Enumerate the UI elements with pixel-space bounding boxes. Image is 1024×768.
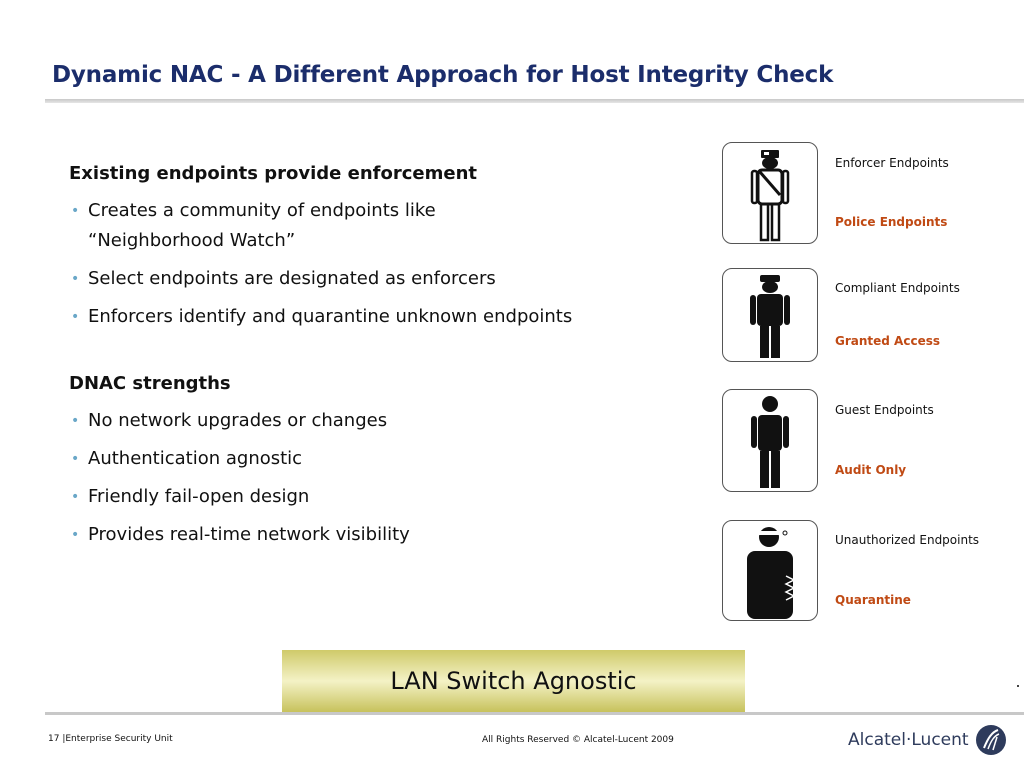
bullet-marker: •	[71, 203, 80, 219]
alcatel-lucent-logo-icon	[975, 724, 1007, 756]
title-divider	[45, 99, 1024, 103]
compliant-endpoint-card	[722, 268, 818, 362]
bullet-marker: •	[71, 489, 80, 505]
section-heading-strengths: DNAC strengths	[69, 373, 231, 394]
bullet-marker: •	[71, 527, 80, 543]
bullet-item	[69, 520, 669, 550]
bullet-text: Creates a community of endpoints like	[88, 200, 436, 221]
section-spacer	[69, 332, 669, 370]
enforcer-endpoint-card	[722, 142, 818, 244]
section-heading-enforcement: Existing endpoints provide enforcement	[69, 163, 478, 184]
lan-switch-agnostic-banner: LAN Switch Agnostic	[282, 650, 745, 712]
bullet-text: Provides real-time network visibility	[88, 524, 410, 545]
bullet-item	[69, 482, 669, 512]
police-officer-icon	[723, 143, 817, 243]
person-icon	[723, 390, 817, 491]
endpoint-status: Quarantine	[835, 593, 911, 607]
bullet-item	[69, 406, 669, 436]
unauthorized-endpoint-card	[722, 520, 818, 621]
bullet-marker: •	[71, 413, 80, 429]
endpoint-status: Police Endpoints	[835, 215, 948, 229]
decorative-dot	[1017, 685, 1019, 687]
endpoint-status: Audit Only	[835, 463, 907, 477]
bullet-text: No network upgrades or changes	[88, 410, 388, 431]
endpoint-label: Enforcer Endpoints	[835, 156, 949, 170]
page-number: 17	[48, 734, 60, 744]
footer-page-info	[48, 734, 173, 744]
bullet-text: Friendly fail-open design	[88, 486, 310, 507]
bullet-marker: •	[71, 309, 80, 325]
slide-title: Dynamic NAC - A Different Approach for Host Integrity Check	[52, 62, 834, 88]
bullet-text: Enforcers identify and quarantine unknown endpoints	[88, 306, 573, 327]
logo-text: Alcatel·Lucent	[848, 730, 969, 750]
footer-copyright: All Rights Reserved © Alcatel-Lucent 2009	[482, 735, 674, 745]
endpoint-label: Guest Endpoints	[835, 403, 934, 417]
endpoint-label: Compliant Endpoints	[835, 281, 960, 295]
bandaged-person-icon	[723, 521, 817, 620]
bullet-item	[69, 264, 669, 294]
content-body	[69, 160, 669, 550]
bullet-text: Select endpoints are designated as enforcers	[88, 268, 496, 289]
bullet-marker: •	[71, 271, 80, 287]
endpoint-status: Granted Access	[835, 334, 940, 348]
bullet-text: Authentication agnostic	[88, 448, 303, 469]
uniformed-person-icon	[723, 269, 817, 361]
bullet-text-continued: “Neighborhood Watch”	[88, 230, 296, 251]
endpoint-label: Unauthorized Endpoints	[835, 533, 980, 547]
footer-divider	[45, 712, 1024, 715]
bullet-item	[69, 196, 669, 256]
bullet-marker: •	[71, 451, 80, 467]
bullet-item	[69, 444, 669, 474]
alcatel-lucent-logo	[848, 724, 1007, 756]
guest-endpoint-card	[722, 389, 818, 492]
footer-unit: |Enterprise Security Unit	[62, 734, 173, 744]
bullet-item	[69, 302, 669, 332]
